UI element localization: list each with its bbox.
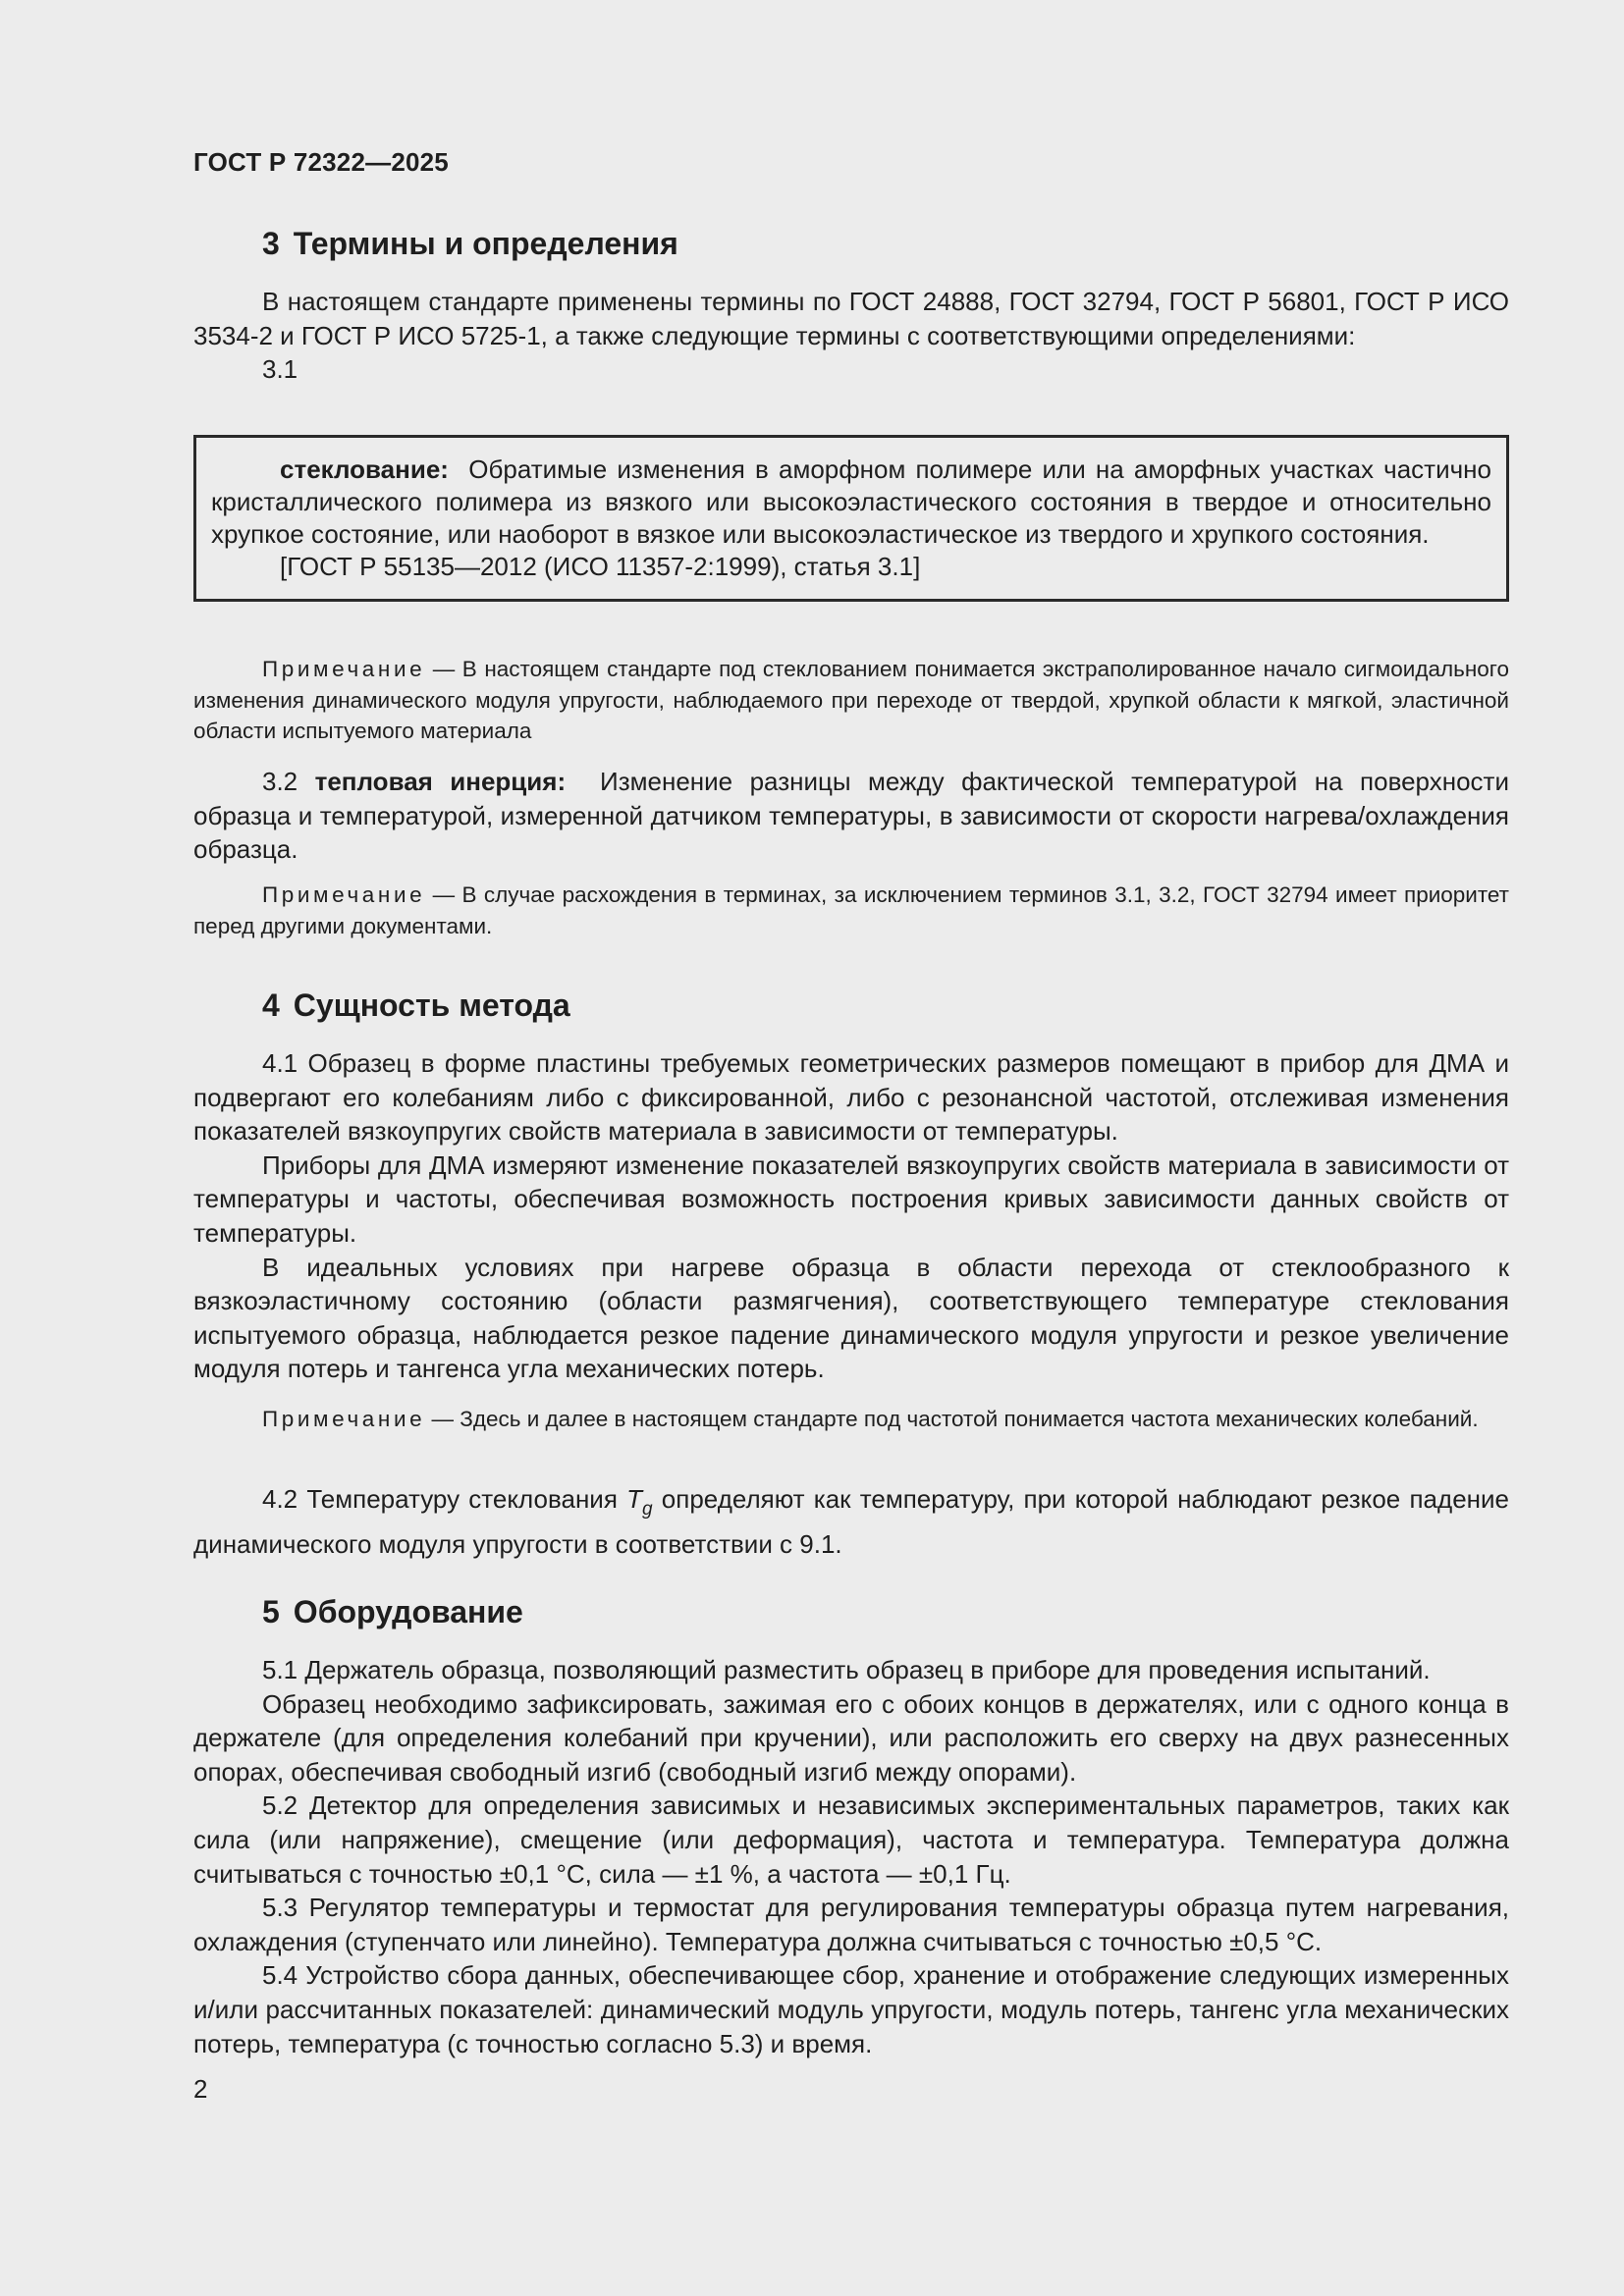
paragraph-4-1: 4.1 Образец в форме пластины требуемых геометрических размеров помещают в прибор для ДМА и подвергают его колебаниям либо с фиксированной, либо с резонансной частотой, отслеживая изменения показателей вязкоупругих свойств материала в зависимости от температуры.: [193, 1048, 1509, 1147]
note-3-2: Примечание — В случае расхождения в терминах, за исключением терминов 3.1, 3.2, ГОСТ 32794 имеет приоритет перед другими документами.: [193, 882, 1509, 938]
paragraph-5-2: 5.2 Детектор для определения зависимых и независимых экспериментальных параметров, таких как сила (или напряжение), смещение (или деформация), частота и температура. Температура должна считываться с точностью ±0,1 °С, сила — ±1 %, а частота — ±0,1 Гц.: [193, 1790, 1509, 1889]
definition-3-1: стеклование: Обратимые изменения в аморфном полимере или на аморфных участках частично кристаллического полимера из вязкого или высокоэластического состояния в твердое и относительно хрупкое состояние, или наоборот в вязкое или высокоэластическое из твердого и хрупкого состояния.: [211, 454, 1491, 549]
section-5: [193, 1592, 1509, 1631]
note-label: Примечание: [262, 657, 426, 681]
term-box-3-1: [193, 435, 1509, 602]
section-5-heading: 5 Оборудование: [262, 1594, 523, 1629]
note-3-1: Примечание — В настоящем стандарте под стеклованием понимается экстраполированное начало сигмоидального изменения динамического модуля упругости, наблюдаемого при переходе от твердой, хрупкой области к мягкой, эластичной области испытуемого материала: [193, 657, 1509, 743]
section-4: [193, 986, 1509, 1025]
term-glass-transition: стеклование:: [280, 454, 449, 484]
paragraph-5-3: 5.3 Регулятор температуры и термостат для регулирования температуры образца путем нагревания, охлаждения (ступенчато или линейно). Температура должна считываться с точностью ±0,5 °С.: [193, 1893, 1509, 1956]
note-4: Примечание — Здесь и далее в настоящем стандарте под частотой понимается частота механических колебаний.: [262, 1407, 1479, 1431]
paragraph-5-4: 5.4 Устройство сбора данных, обеспечивающее сбор, хранение и отображение следующих измеренных и/или рассчитанных показателей: динамический модуль упругости, модуль потерь, тангенс угла механических потерь, температура (с точностью согласно 5.3) и время.: [193, 1960, 1509, 2058]
section-3-heading: 3 Термины и определения: [262, 226, 678, 261]
term-thermal-inertia: тепловая инерция:: [314, 767, 567, 796]
paragraph-5-1: 5.1 Держатель образца, позволяющий разместить образец в приборе для проведения испытаний.: [262, 1655, 1431, 1684]
section-3-body: [193, 285, 1509, 387]
definition-box: [193, 435, 1509, 602]
paragraph-4-2: 4.2 Температуру стеклования $T_g$ определяют как температуру, при которой наблюдают резкое падение динамического модуля упругости в соответствии с 9.1.: [193, 1484, 1509, 1559]
note-label: Примечание: [262, 882, 426, 907]
section-5-body: [193, 1653, 1509, 2060]
glass-transition-symbol: T: [626, 1484, 643, 1514]
note-label: Примечание: [262, 1407, 426, 1431]
definition-3-1-reference: [ГОСТ Р 55135—2012 (ИСО 11357-2:1999), статья 3.1]: [280, 552, 921, 581]
paragraph-4-1-devices: Приборы для ДМА измеряют изменение показателей вязкоупругих свойств материала в зависимости от температуры и частоты, обеспечивая возможность построения кривых зависимости данных свойств от температуры.: [193, 1149, 1509, 1248]
document-id-header: ГОСТ Р 72322—2025: [193, 147, 449, 177]
item-3-1-number: 3.1: [262, 354, 298, 385]
section-3-intro: В настоящем стандарте применены термины по ГОСТ 24888, ГОСТ 32794, ГОСТ Р 56801, ГОСТ Р ИСО 3534-2 и ГОСТ Р ИСО 5725-1, а также следующие термины с соответствующими определениями:: [193, 287, 1509, 350]
page-number: 2: [193, 2074, 208, 2104]
item-3-2: 3.2 тепловая инерция: Изменение разницы между фактической температурой на поверхности образца и температурой, измеренной датчиком температуры, в зависимости от скорости нагрева/охлаждения образца.: [193, 767, 1509, 865]
section-3: [193, 224, 1509, 263]
section-4-heading: 4 Сущность метода: [262, 988, 570, 1023]
section-4-body: [193, 1046, 1509, 1386]
paragraph-4-1-ideal: В идеальных условиях при нагреве образца в области перехода от стеклообразного к вязкоэластичному состоянию (области размягчения), соответствующего температуре стеклования испытуемого образца, наблюдается резкое падение динамического модуля упругости и резкое увеличение модуля потерь и тангенса угла механических потерь.: [193, 1252, 1509, 1384]
paragraph-5-1-fixing: Образец необходимо зафиксировать, зажимая его с обоих концов в держателях, или с одного конца в держателе (для определения колебаний при кручении), или расположить его сверху на двух разнесенных опорах, обеспечивая свободный изгиб (свободный изгиб между опорами).: [193, 1688, 1509, 1787]
